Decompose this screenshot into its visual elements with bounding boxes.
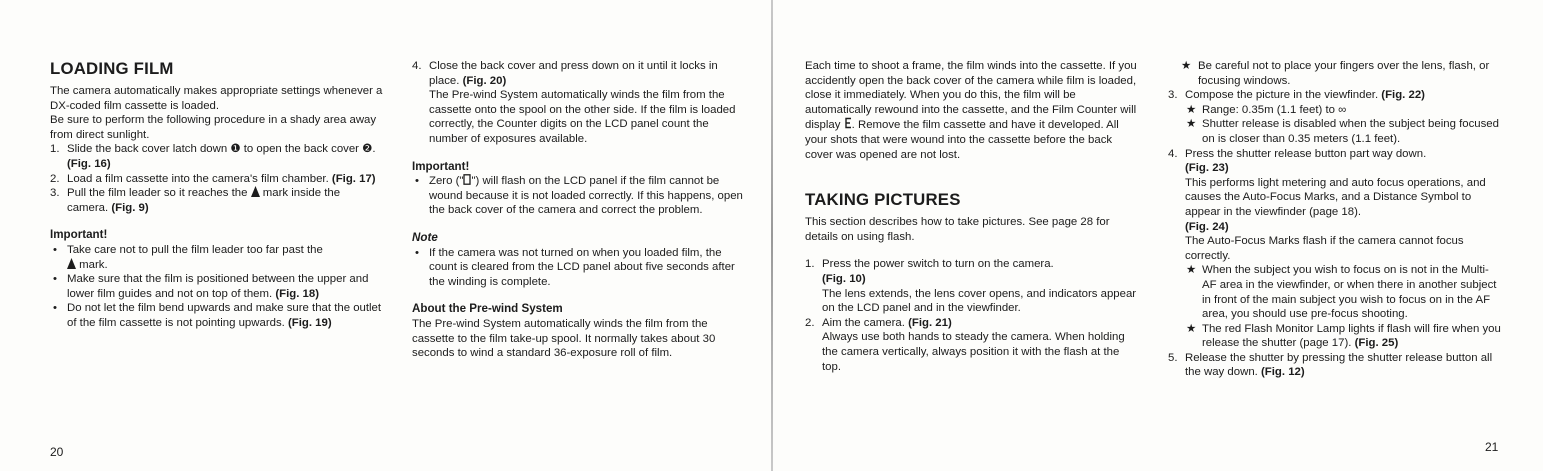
list-item xyxy=(50,142,383,171)
figure-reference: (Fig. 22) xyxy=(1381,89,1425,102)
star-icon: ★ xyxy=(1186,264,1197,277)
bullet-icon: • xyxy=(415,246,419,259)
star-icon: ★ xyxy=(1186,322,1197,335)
left-column-1 xyxy=(50,59,383,331)
section-title-loading-film: LOADING FILM xyxy=(50,59,174,78)
film-leader-mark-icon xyxy=(67,258,76,269)
bullet-text: ") will flash on the LCD panel if the film cannot be wound because it is not loaded correctly. If this happens, open the back cover of the camera and correct the problem. xyxy=(429,175,743,217)
step-detail: Always use both hands to steady the camera. When holding the camera vertically, always position it with the flash at the top. xyxy=(822,331,1125,373)
step-number: 1. xyxy=(805,258,815,271)
lcd-e-symbol-icon xyxy=(844,117,852,129)
paragraph-text: Each time to shoot a frame, the film winds into the cassette. If you accidently open the back cover of the camera while film is loaded, close it immediately. When you do this, the film will be automatically rewound into the cassette, and the Film Counter will display xyxy=(805,60,1137,132)
bullet-icon: • xyxy=(415,175,419,188)
star-text: When the subject you wish to focus on is not in the Multi-AF area in the viewfinder, or when there in another subject in front of the main subject you wish to focus on in the AF area, you should use pre-focus shooting. xyxy=(1202,264,1497,321)
figure-reference: (Fig. 21) xyxy=(908,316,952,329)
step-number: 3. xyxy=(1168,89,1178,102)
bullet-text: Zero (" xyxy=(429,175,464,188)
page-number: 20 xyxy=(50,445,64,459)
bullet-text: Take care not to pull the film leader too far past the xyxy=(67,243,323,256)
step-text: Pull the film leader so it reaches the xyxy=(67,187,248,200)
film-leader-mark-icon xyxy=(251,186,260,197)
section-title-taking-pictures: TAKING PICTURES xyxy=(805,190,961,210)
taking-steps xyxy=(805,257,1139,374)
bullet-text: mark. xyxy=(79,258,108,271)
list-item xyxy=(805,316,1139,374)
star-icon: ★ xyxy=(1181,60,1192,72)
figure-reference: (Fig. 23) xyxy=(1185,162,1229,175)
step-text: Load a film cassette into the camera's film chamber. xyxy=(67,172,329,185)
step-text: Compose the picture in the viewfinder. xyxy=(1185,89,1379,102)
step-number: 5. xyxy=(1168,351,1178,364)
figure-reference: (Fig. 9) xyxy=(111,201,149,214)
figure-reference: (Fig. 24) xyxy=(1185,220,1229,233)
figure-reference: (Fig. 10) xyxy=(822,272,866,285)
bullet-icon: • xyxy=(53,302,57,315)
note-heading: Note xyxy=(412,230,438,244)
list-item xyxy=(1185,322,1502,351)
figure-reference: (Fig. 20) xyxy=(462,74,507,87)
important-list xyxy=(50,243,383,331)
list-item xyxy=(1168,88,1502,146)
list-item xyxy=(1185,103,1502,118)
step-text: mark inside the camera. xyxy=(67,187,341,214)
list-item xyxy=(1168,351,1502,380)
right-column-2 xyxy=(1168,59,1502,380)
about-prewind-heading: About the Pre-wind System xyxy=(412,302,563,316)
left-column-2 xyxy=(412,59,748,361)
list-item xyxy=(412,246,748,290)
star-text: Be careful not to place your fingers over the lens, flash, or focusing windows. xyxy=(1198,60,1490,87)
paragraph-text: . Remove the film cassette and have it developed. All your shots that were wound into the cassette before the back cover was opened are not lost. xyxy=(805,119,1119,161)
bullet-text: Make sure that the film is positioned between the upper and lower film guides and not on top of them. xyxy=(67,273,369,300)
list-item xyxy=(50,243,383,272)
intro-paragraph: The camera automatically makes appropriate settings whenever a DX-coded film cassette is loaded. xyxy=(50,85,383,112)
list-item xyxy=(1168,147,1502,351)
star-icon: ★ xyxy=(1186,118,1197,131)
step-text: Close the back cover and press down on it until it locks in place. xyxy=(429,60,718,87)
intro-paragraph: Be sure to perform the following procedure in a shady area away from direct sunlight. xyxy=(50,114,377,141)
figure-reference: (Fig. 17) xyxy=(331,172,376,185)
right-page xyxy=(773,0,1543,471)
bullet-text: If the camera was not turned on when you loaded film, the count is cleared from the LCD panel about five seconds after the winding is complete. xyxy=(429,246,735,288)
star-text: Range: 0.35m (1.1 feet) to ∞ xyxy=(1202,103,1347,116)
about-prewind-text: The Pre-wind System automatically winds the film from the cassette to the film take-up spool. It normally takes about 30 seconds to wind a standard 36-exposure roll of film. xyxy=(412,317,716,360)
step-number: 2. xyxy=(805,316,815,329)
list-item xyxy=(50,272,383,301)
list-item xyxy=(1168,59,1502,88)
step-text: Press the shutter release button part way down. xyxy=(1185,147,1427,160)
figure-reference: (Fig. 25) xyxy=(1354,337,1399,350)
right-column-1 xyxy=(805,59,1139,374)
list-item xyxy=(50,301,383,330)
important-heading: Important! xyxy=(412,159,470,173)
step-detail: This performs light metering and auto focus operations, and causes the Auto-Focus Marks, and a Distance Symbol to appear in the viewfinder (page 18). xyxy=(1185,176,1486,218)
figure-reference: (Fig. 19) xyxy=(287,316,332,329)
step-detail: The Auto-Focus Marks flash if the camera cannot focus correctly. xyxy=(1185,235,1464,262)
list-item xyxy=(1185,117,1502,146)
step-number: 4. xyxy=(412,60,422,72)
figure-reference: (Fig. 16) xyxy=(67,157,111,170)
step-text: Slide the back cover latch down ❶ to open the back cover ❷. xyxy=(67,143,376,156)
list-item xyxy=(412,59,748,147)
step-text: Aim the camera. xyxy=(822,316,905,329)
list-item xyxy=(50,172,383,187)
list-item xyxy=(412,174,748,218)
step-number: 1. xyxy=(50,143,60,156)
step-text: Release the shutter by pressing the shutter release button all the way down. xyxy=(1185,351,1493,379)
bullet-icon: • xyxy=(53,243,57,256)
left-page xyxy=(0,0,771,471)
step-text: Press the power switch to turn on the camera. xyxy=(822,258,1054,271)
list-item xyxy=(1185,263,1502,321)
figure-reference: (Fig. 18) xyxy=(275,287,319,300)
page-number: 21 xyxy=(1485,440,1499,454)
star-icon: ★ xyxy=(1186,103,1197,116)
list-item xyxy=(50,186,383,215)
bullet-icon: • xyxy=(53,273,57,286)
step-number: 2. xyxy=(50,172,60,185)
step-number: 4. xyxy=(1168,147,1178,160)
step-number: 3. xyxy=(50,187,60,200)
loading-steps xyxy=(50,142,383,215)
star-text: Shutter release is disabled when the subject being focused on is closer than 0.35 meters (1.1 feet). xyxy=(1202,118,1499,145)
important-heading: Important! xyxy=(50,228,108,242)
figure-reference: (Fig. 12) xyxy=(1261,366,1305,379)
bullet-text: Do not let the film bend upwards and make sure that the outlet of the film cassette is not pointing upwards. xyxy=(67,302,382,329)
list-item xyxy=(805,257,1139,315)
star-text: The red Flash Monitor Lamp lights if flash will fire when you release the shutter (page 17). xyxy=(1202,322,1501,350)
step-detail: The lens extends, the lens cover opens, and indicators appear on the LCD panel and in the viewfinder. xyxy=(822,287,1137,315)
section-intro: This section describes how to take pictures. See page 28 for details on using flash. xyxy=(805,216,1110,243)
rewind-paragraph xyxy=(805,59,1139,162)
step-detail: The Pre-wind System automatically winds the film from the cassette onto the spool on the other side. If the film is loaded correctly, the Counter digits on the LCD panel count the number of exposures available. xyxy=(429,89,736,145)
